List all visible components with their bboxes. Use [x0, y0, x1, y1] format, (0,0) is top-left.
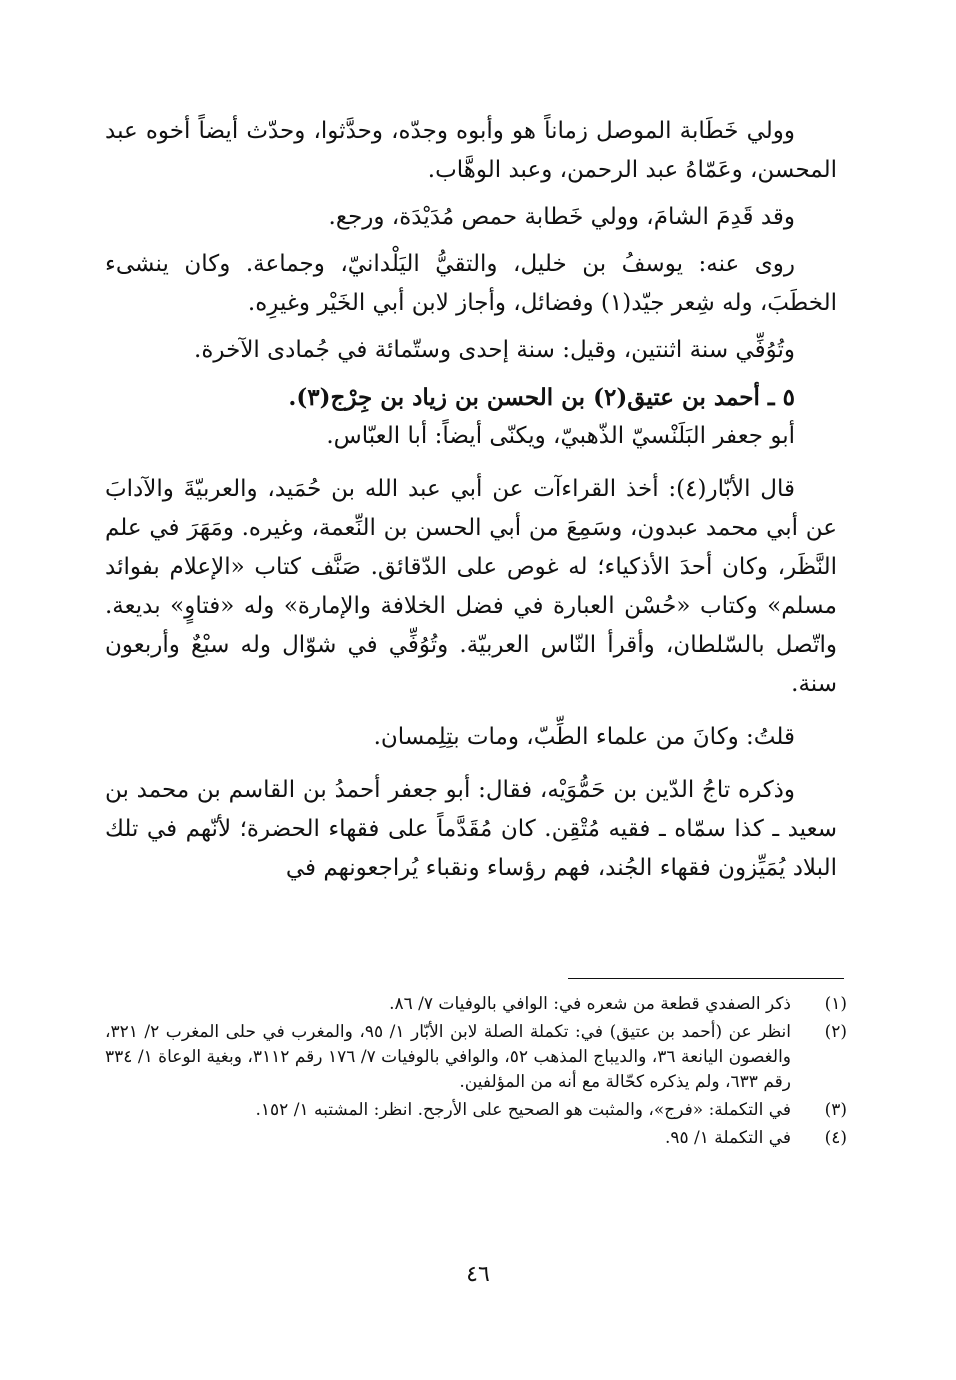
paragraph-narrators: روى عنه: يوسفُ بن خليل، والتقيُّ اليَلْدانيّ، وجماعة. وكان ينشىء الخطَبَ، وله شِعر جيّد(١) وفضائل، وأجاز لابن أبي الخَيْر وغيرِه. [105, 251, 837, 316]
paragraph-homs: وقد قَدِمَ الشامَ، وولي خَطابة حمص مُدَيْدَة، ورجع. [328, 204, 795, 230]
entry-kunya: أبو جعفر البَلَنْسيّ الذّهبيّ، ويكنّى أيضاً: أبا العبّاس. [326, 423, 795, 449]
footnote-text: في التكملة: «فرج»، والمثبت هو الصحيح على الأرجح. انظر: المشتبه ١/ ١٥٢. [255, 1100, 791, 1120]
footnote-text: ذكر الصفدي قطعة من شعره في: الوافي بالوفيات ٧/ ٨٦. [389, 994, 791, 1014]
paragraph-death: وتُوُفِّي سنة اثنتين، وقيل: سنة إحدى وستّمائة في جُمادى الآخرة. [194, 337, 795, 363]
paragraph-abbar: قال الأبّار(٤): أخذ القراءآت عن أبي عبد الله بن حُمَيد، والعربيّةَ والآدابَ عن أبي محمد عبدون، وسَمِعَ من أبي الحسن بن النِّعمة، وغيره. ومَهَرَ في علم النَّظَر، وكان أحدَ الأذكياء؛ له غوص على الدّقائق. صَنَّف كتاب «الإعلام بفوائد مسلم» وكتاب «حُسْن العبارة في فضل الخلافة والإمارة» وله «فتاوٍ» بديعة. واتّصل بالسّلطان، وأقرأ النّاس العربيّة. وتُوُفِّي في شوّال وله سبْعٌ وأربعون سنة. [105, 476, 837, 697]
footnote-number: (٣) [824, 1100, 847, 1120]
footnote-number: (١) [824, 994, 847, 1014]
footnote-number: (٤) [824, 1128, 847, 1148]
footnote-3 [105, 1098, 847, 1123]
paragraph-hamawayh: وذكره تاجُ الدّين بن حَمُّوَيْه، فقال: أبو جعفر أحمدُ بن القاسم بن محمد بن سعيد ـ كذا سمّاه ـ فقيه مُتْقِن. كان مُقَدَّماً على فقهاء الحضرة؛ لأنّهم في تلك البلاد يُمَيِّزون فقهاء الجُند، فهم رؤساء ونقباء يُراجعونهم في [105, 777, 837, 881]
footnote-text: في التكملة ١/ ٩٥. [664, 1128, 791, 1148]
paragraph-qultu: قلتُ: وكانَ من علماء الطِّبّ، ومات بتِلِمسان. [373, 724, 795, 750]
footnote-2 [105, 1020, 847, 1095]
footnote-separator [568, 978, 844, 979]
footnote-number: (٢) [824, 1022, 847, 1042]
page-number: ٤٦ [466, 1262, 490, 1287]
entry-title: ٥ ـ أحمد بن عتيق(٢) بن الحسن بن زياد بن جِرْج(٣). [288, 384, 795, 411]
footnote-4 [105, 1126, 847, 1151]
footnote-1 [105, 992, 847, 1017]
footnote-text: انظر عن (أحمد بن عتيق) في: تكملة الصلة لابن الأبّار ١/ ٩٥، والمغرب في حلى المغرب ٢/ ٣٢١، والغصون اليانعة ٣٦، والديباج المذهب ٥٢، والوافي بالوفيات ٧/ ١٧٦ رقم ٣١١٢، وبغية الوعاة ١/ ٣٣٤ رقم ٦٣٣، ولم يذكره كحّالة مع أنه من المؤلفين. [105, 1022, 791, 1092]
paragraph-khataba: وولي خَطَابة الموصل زماناً هو وأبوه وجدّه، وحدَّثوا، وحدّث أيضاً أخوه عبد المحسن، وعَمّاهُ عبد الرحمن، وعبد الوهَّاب. [105, 118, 837, 183]
main-text [105, 112, 837, 888]
footnotes [105, 992, 847, 1154]
